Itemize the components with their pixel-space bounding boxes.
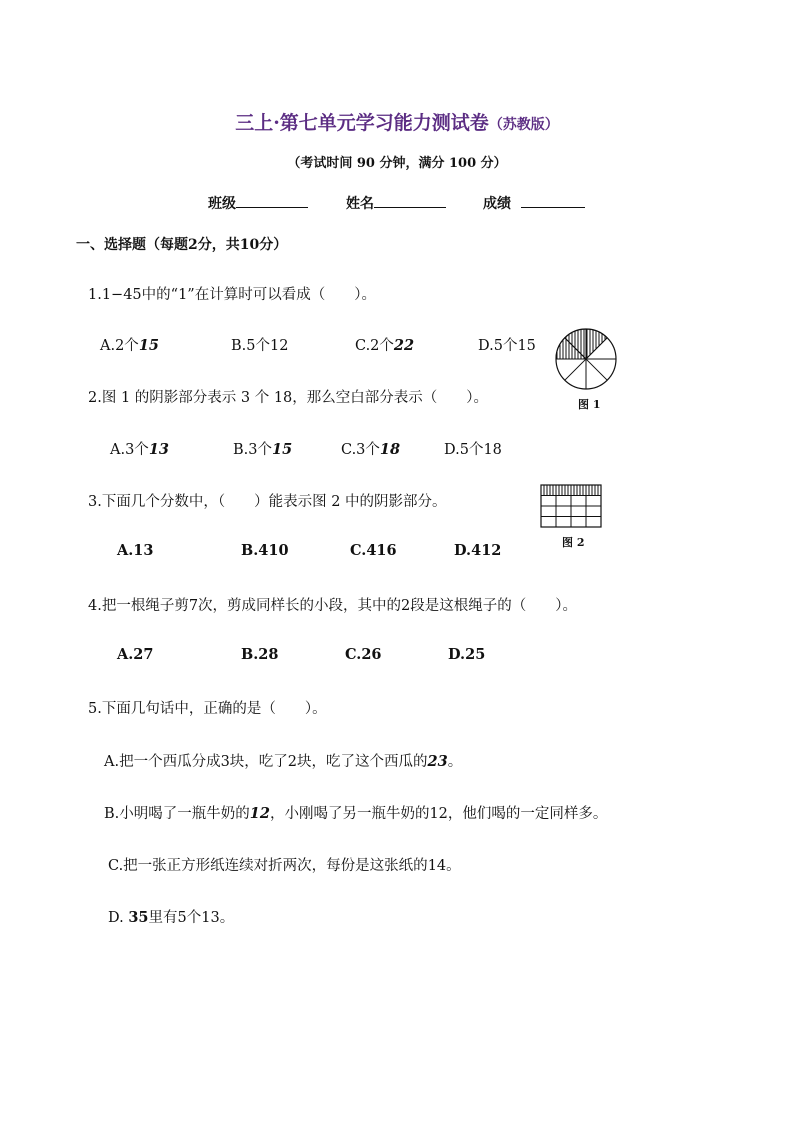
q5-option-d-prefix: D. <box>108 910 129 926</box>
figure-2-label: 图 2 <box>562 536 585 549</box>
q5-option-c-end: 。 <box>446 858 461 874</box>
q5-option-a-text: A.把一个西瓜分成3块，吃了2块，吃了这个西瓜的 <box>104 754 428 770</box>
title-text: 三上·第七单元学习能力测试卷 <box>235 112 489 134</box>
q5-option-a[interactable] <box>104 750 462 771</box>
q1-option-b-prefix: B.5个 <box>231 338 270 354</box>
publisher-text: （苏教版） <box>488 117 559 133</box>
q2-option-d-prefix: D.5个 <box>444 442 484 458</box>
q2-option-c-prefix: C.3个 <box>341 442 380 458</box>
question-3-stem: 3.下面几个分数中，（ ）能表示图 2 中的阴影部分。 <box>88 494 447 510</box>
q4-option-c[interactable]: C.26 <box>345 646 382 663</box>
q5-option-d-value2: 13 <box>201 910 220 926</box>
q5-option-a-value: 23 <box>427 753 448 770</box>
name-label: 姓名 <box>346 196 374 212</box>
figure-1-label: 图 1 <box>578 398 601 411</box>
q2-option-c[interactable] <box>341 438 400 459</box>
q1-option-a[interactable] <box>100 334 159 355</box>
q2-option-b-value: 15 <box>272 441 293 458</box>
figure-2-grid <box>540 484 602 528</box>
q2-option-a-value: 13 <box>148 441 169 458</box>
q5-option-d-value1: 35 <box>128 909 149 926</box>
score-field <box>483 193 585 213</box>
class-label: 班级 <box>208 196 236 212</box>
q1-option-d-prefix: D.5个 <box>478 338 518 354</box>
q1-option-d[interactable] <box>478 334 536 355</box>
q2-option-d-value: 18 <box>483 442 502 458</box>
q1-option-c[interactable] <box>355 334 414 355</box>
q5-option-b-text2: ，小刚喝了另一瓶牛奶的 <box>269 806 430 822</box>
q1-option-b-value: 12 <box>270 338 289 354</box>
q1-option-c-prefix: C.2个 <box>355 338 394 354</box>
q4-option-d[interactable]: D.25 <box>448 646 486 663</box>
q5-option-b-text3: ，他们喝的一定同样多。 <box>447 806 608 822</box>
q1-option-c-value: 22 <box>393 337 415 354</box>
q3-option-d[interactable]: D.412 <box>454 542 502 559</box>
q5-option-c-value: 14 <box>427 858 447 874</box>
question-2-stem: 2.图 1 的阴影部分表示 3 个 18，那么空白部分表示（ ）。 <box>88 390 489 406</box>
section-heading: 一、选择题（每题2分，共10分） <box>76 237 288 253</box>
q2-option-b-prefix: B.3个 <box>233 442 272 458</box>
q5-option-d-end: 。 <box>219 910 235 926</box>
q3-option-a[interactable]: A.13 <box>117 542 154 559</box>
figure-1-circle <box>553 326 619 392</box>
q5-option-a-end: 。 <box>447 754 463 770</box>
q5-option-b[interactable] <box>104 802 607 823</box>
score-label: 成绩 <box>483 196 511 212</box>
name-field <box>346 193 446 213</box>
q5-option-c-text: C.把一张正方形纸连续对折两次，每份是这张纸的 <box>108 858 428 874</box>
q5-option-d[interactable] <box>108 906 234 927</box>
class-field <box>208 193 308 213</box>
name-blank[interactable] <box>374 193 446 208</box>
q1-option-d-value: 15 <box>517 338 536 354</box>
q5-option-c[interactable] <box>108 854 461 875</box>
q4-option-b[interactable]: B.28 <box>241 646 279 663</box>
q2-option-d[interactable] <box>444 438 502 459</box>
q1-option-b[interactable] <box>231 334 288 355</box>
q3-option-c[interactable]: C.416 <box>350 542 397 559</box>
q1-option-a-value: 15 <box>138 337 159 354</box>
score-blank[interactable] <box>521 193 585 208</box>
class-blank[interactable] <box>236 193 308 208</box>
q2-option-b[interactable] <box>233 438 292 459</box>
exam-info: （考试时间 90 分钟，满分 100 分） <box>287 156 507 171</box>
q5-option-b-value1: 12 <box>249 805 270 822</box>
q5-option-b-text1: B.小明喝了一瓶牛奶的 <box>104 806 250 822</box>
question-5-stem: 5.下面几句话中，正确的是（ ）。 <box>88 701 327 717</box>
q3-option-b[interactable]: B.410 <box>241 542 289 559</box>
q2-option-a[interactable] <box>110 438 169 459</box>
q2-option-c-value: 18 <box>379 441 401 458</box>
q4-option-a[interactable]: A.27 <box>117 646 154 663</box>
question-1-stem: 1.1−45中的“1”在计算时可以看成（ ）。 <box>88 287 376 303</box>
page-title <box>0 108 794 135</box>
question-4-stem: 4.把一根绳子剪7次，剪成同样长的小段，其中的2段是这根绳子的（ ）。 <box>88 598 578 614</box>
q1-option-a-prefix: A.2个 <box>100 338 139 354</box>
q2-option-a-prefix: A.3个 <box>110 442 149 458</box>
q5-option-d-text: 里有5个 <box>148 910 202 926</box>
q5-option-b-value2: 12 <box>429 806 448 822</box>
